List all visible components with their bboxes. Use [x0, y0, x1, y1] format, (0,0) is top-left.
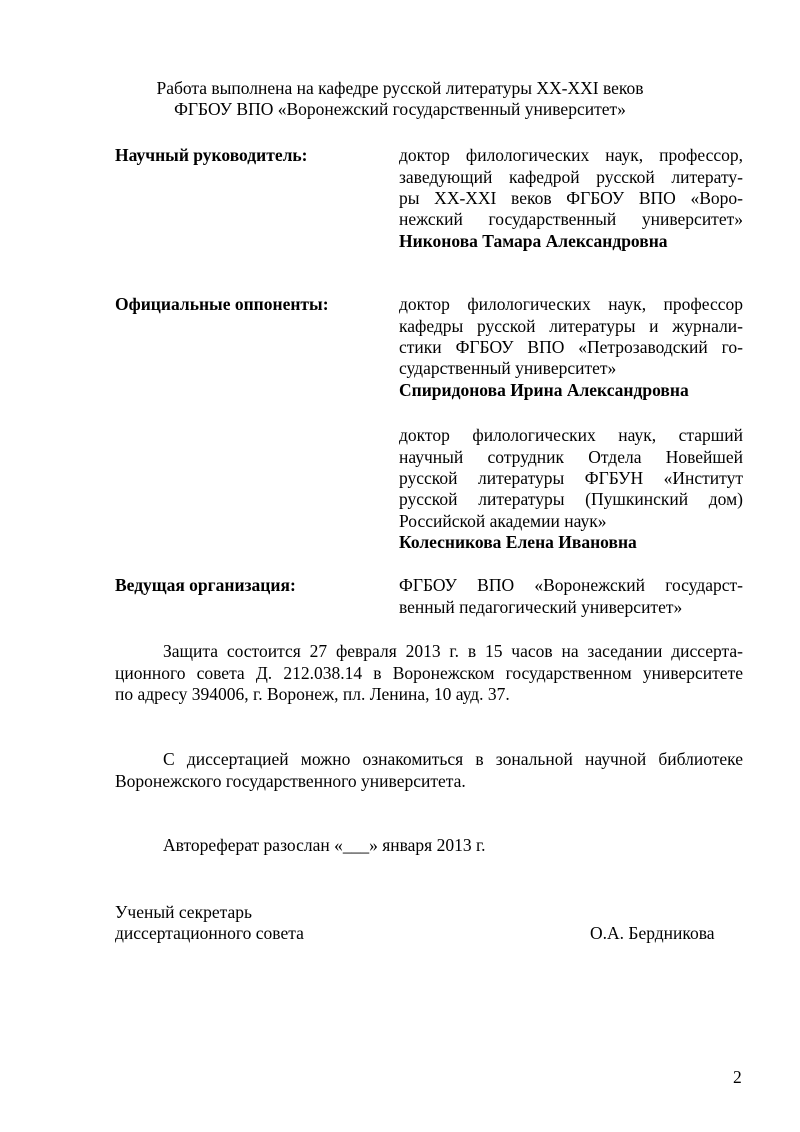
leading-org-line: венный педагогический университет»	[399, 597, 683, 617]
opponent-2-name: Колесникова Елена Ивановна	[399, 532, 637, 552]
leading-org-label: Ведущая организация:	[115, 575, 296, 595]
supervisor-line: ры XX-XXI веков ФГБОУ ВПО «Воро-	[399, 188, 743, 208]
defense-line: по адресу 394006, г. Воронеж, пл. Ленина, 10 ауд. 37.	[115, 684, 510, 704]
distribution-note: Автореферат разослан «___» января 2013 г.	[163, 835, 486, 855]
supervisor-name: Никонова Тамара Александровна	[399, 231, 668, 251]
opponent-2-line: русской литературы (Пушкинский дом)	[399, 489, 743, 509]
supervisor-line: заведующий кафедрой русской литерату-	[399, 167, 743, 187]
supervisor-line: доктор филологических наук, профессор,	[399, 145, 743, 165]
opponent-1-name: Спиридонова Ирина Александровна	[399, 380, 689, 400]
opponent-2-line: Российской академии наук»	[399, 511, 607, 531]
supervisor-line: нежский государственный университет»	[399, 209, 743, 229]
opponent-2-line: научный сотрудник Отдела Новейшей	[399, 447, 743, 467]
opponent-1-line: кафедры русской литературы и журнали-	[399, 316, 743, 336]
header-line-2: ФГБОУ ВПО «Воронежский государственный университет»	[174, 99, 626, 119]
opponent-2-line: доктор филологических наук, старший	[399, 425, 743, 445]
library-line: Воронежского государственного университета.	[115, 771, 466, 791]
supervisor-label: Научный руководитель:	[115, 145, 308, 165]
opponents-label: Официальные оппоненты:	[115, 294, 329, 314]
opponent-1-line: сударственный университет»	[399, 358, 617, 378]
secretary-name: О.А. Бердникова	[590, 923, 715, 943]
secretary-title-line-2: диссертационного совета	[115, 923, 304, 943]
leading-org-line: ФГБОУ ВПО «Воронежский государст-	[399, 575, 743, 595]
opponent-1-line: доктор филологических наук, профессор	[399, 294, 743, 314]
opponent-2-line: русской литературы ФГБУН «Институт	[399, 468, 743, 488]
header-line-1: Работа выполнена на кафедре русской литературы XX-XXI веков	[156, 78, 644, 98]
opponent-1-line: стики ФГБОУ ВПО «Петрозаводский го-	[399, 337, 743, 357]
page-number: 2	[733, 1067, 742, 1087]
defense-line: Защита состоится 27 февраля 2013 г. в 15 часов на заседании диссерта-	[163, 641, 743, 661]
library-line: С диссертацией можно ознакомиться в зональной научной библиотеке	[163, 749, 743, 769]
defense-line: ционного совета Д. 212.038.14 в Воронежском государственном университете	[115, 663, 743, 683]
secretary-title-line-1: Ученый секретарь	[115, 902, 252, 922]
